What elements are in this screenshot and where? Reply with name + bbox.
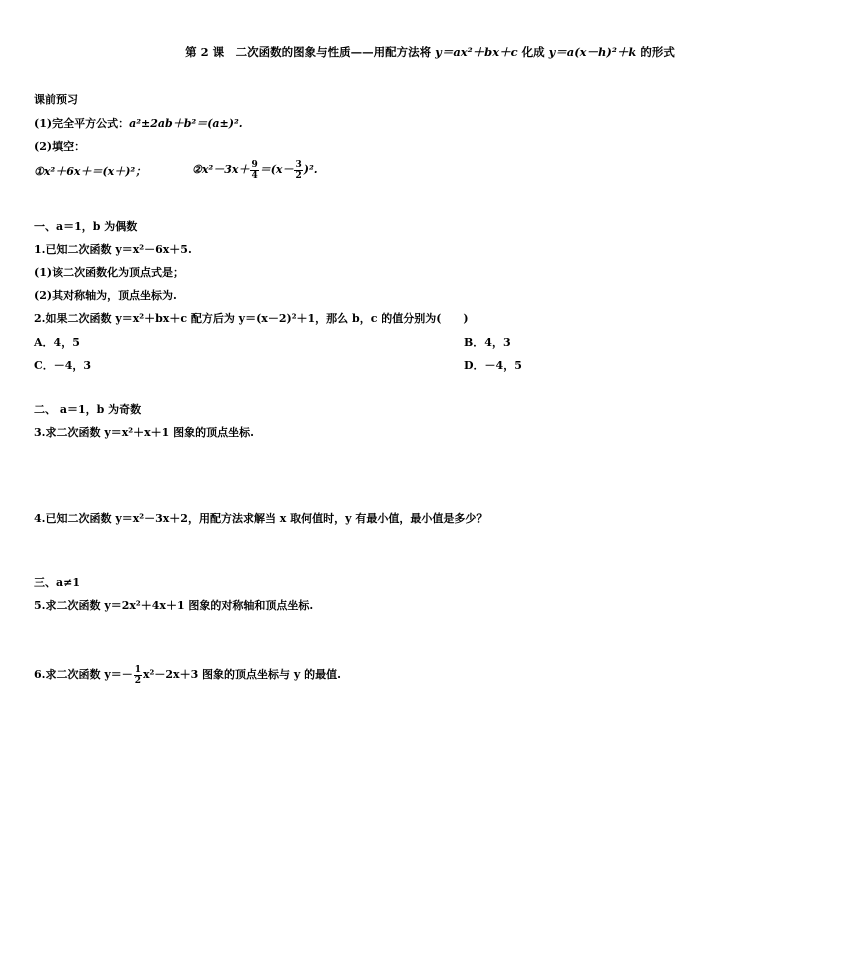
question-4: 4.已知二次函数 y＝x²－3x＋2，用配方法求解当 x 取何值时，y 有最小值，最小值是多少？ xyxy=(34,512,488,525)
option-b: B．4，3 xyxy=(464,336,511,349)
preview-item-2: (2)填空： xyxy=(34,140,86,153)
option-d: D．－4，5 xyxy=(464,359,522,372)
question-1-part-1: (1)该二次函数化为顶点式是； xyxy=(34,266,185,279)
question-2: 2.如果二次函数 y＝x²＋bx＋c 配方后为 y＝(x－2)²＋1，那么 b，c 的值分别为( ) xyxy=(34,312,469,325)
option-c: C．－4，3 xyxy=(34,359,92,372)
fill-2-suffix: )². xyxy=(303,163,318,176)
question-6-suffix: x²－2x＋3 图象的顶点坐标与 y 的最值. xyxy=(142,668,341,681)
fraction-denominator: 2 xyxy=(134,675,141,686)
preview-fill-1 xyxy=(34,161,146,183)
title-vertex-form: y＝a(x－h)²＋k xyxy=(548,45,637,59)
section-2-heading: 二、 a＝1，b 为奇数 xyxy=(34,403,142,416)
fill-2-mid: ＝(x－ xyxy=(259,163,294,176)
preview-item-1-label: (1)完全平方公式： xyxy=(34,117,130,130)
preview-item-1 xyxy=(34,115,243,131)
fraction-numerator: 1 xyxy=(134,664,141,675)
fraction-denominator: 2 xyxy=(295,170,302,181)
title-general-form: y＝ax²＋bx＋c xyxy=(435,45,518,59)
fraction-numerator: 3 xyxy=(295,159,302,170)
fraction-1-2 xyxy=(134,665,142,686)
question-3: 3.求二次函数 y＝x²＋x＋1 图象的顶点坐标. xyxy=(34,426,254,439)
title-suffix: 的形式 xyxy=(636,45,675,59)
question-5: 5.求二次函数 y＝2x²＋4x＋1 图象的对称轴和顶点坐标. xyxy=(34,599,314,612)
title-mid: 化成 xyxy=(517,45,549,59)
page-title xyxy=(0,44,860,60)
fraction-numerator: 9 xyxy=(251,159,258,170)
preview-heading: 课前预习 xyxy=(34,93,78,106)
preview-fill-2 xyxy=(192,159,318,181)
question-6-prefix: 6.求二次函数 y＝－ xyxy=(34,668,133,681)
option-a: A．4，5 xyxy=(34,336,80,349)
fraction-denominator: 4 xyxy=(251,170,258,181)
section-1-heading: 一、a＝1，b 为偶数 xyxy=(34,220,138,233)
preview-item-1-formula: a²±2ab＋b²＝(a±)². xyxy=(129,117,243,130)
question-6 xyxy=(34,664,341,686)
question-1-part-2: (2)其对称轴为，顶点坐标为. xyxy=(34,289,177,302)
title-prefix: 第 2 课 二次函数的图象与性质——用配方法将 xyxy=(185,45,436,59)
fill-2-prefix: ②x²－3x＋ xyxy=(192,163,250,176)
fraction-3-2 xyxy=(294,160,302,181)
fill-blank-1: ①x²＋6x＋＝(x＋)²； xyxy=(34,165,147,178)
fraction-9-4 xyxy=(250,160,258,181)
section-3-heading: 三、a≠1 xyxy=(34,576,80,589)
question-1: 1.已知二次函数 y＝x²－6x＋5. xyxy=(34,243,192,256)
